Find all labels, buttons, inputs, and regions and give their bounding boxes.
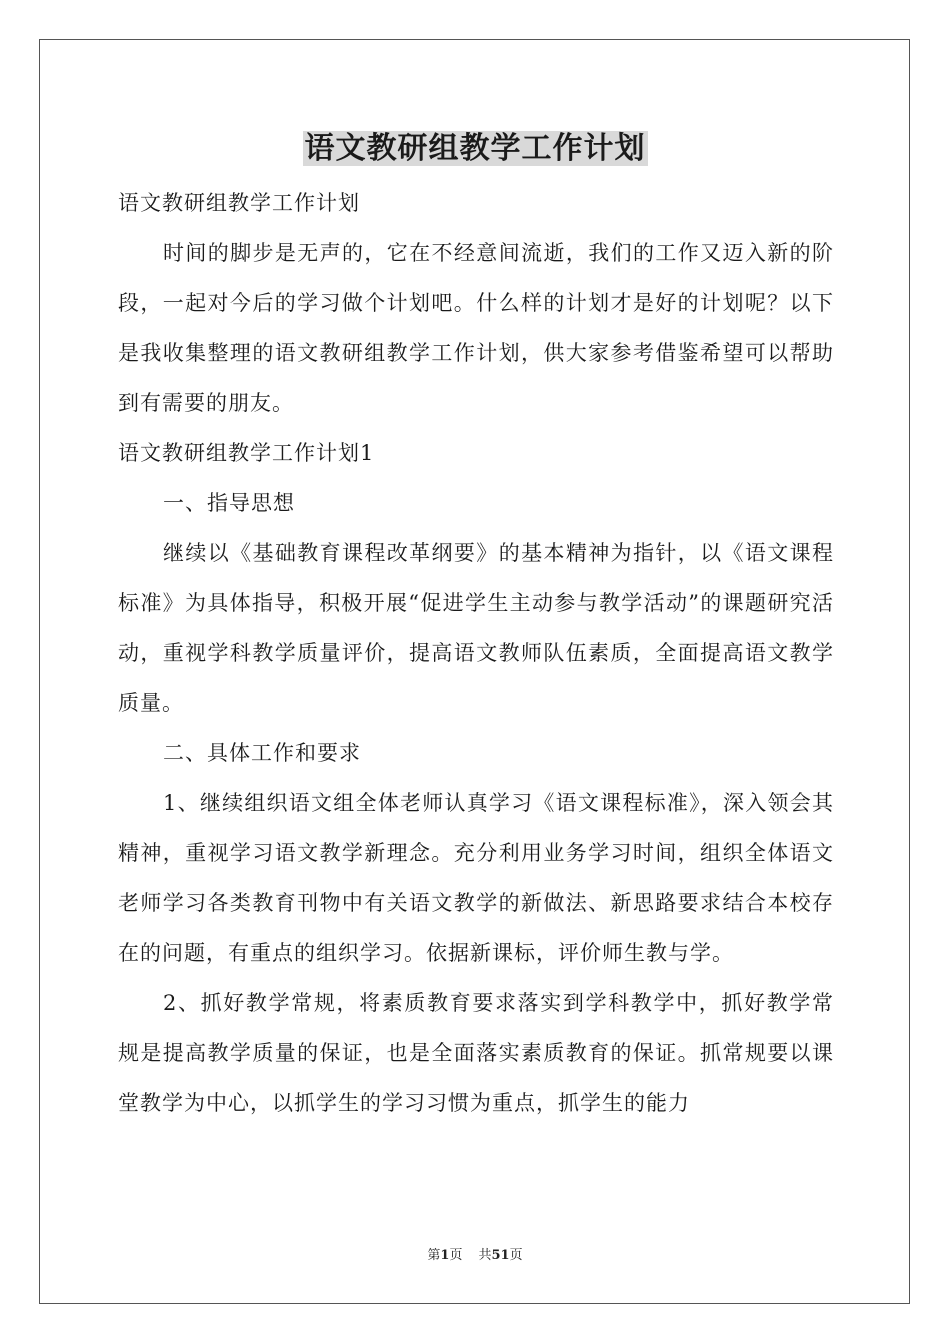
paragraph-heading-guiding-thought: 一、指导思想 — [163, 491, 295, 515]
page-footer — [0, 1246, 950, 1266]
page-number: 1 — [440, 1248, 450, 1263]
total-pages: 51 — [491, 1248, 510, 1263]
document-title — [0, 128, 950, 170]
paragraph-heading-requirements: 二、具体工作和要求 — [163, 741, 361, 765]
paragraph-guiding-thought: 继续以《基础教育课程改革纲要》的基本精神为指针，以《语文课程标准》为具体指导，积极开展“促进学生主动参与教学活动”的课题研究活动，重视学科教学质量评价，提高语文教师队伍素质，全面提高语文教学质量。 — [118, 541, 834, 715]
document-body — [118, 178, 834, 1128]
paragraph-subtitle: 语文教研组教学工作计划 — [118, 191, 360, 215]
page-prefix: 第 — [427, 1248, 441, 1263]
paragraph-requirement-2: 2、抓好教学常规，将素质教育要求落实到学科教学中，抓好教学常规是提高教学质量的保证，也是全面落实素质教育的保证。抓常规要以课堂教学为中心，以抓学生的学习习惯为重点，抓学生的能力 — [118, 991, 834, 1115]
paragraph-section-heading: 语文教研组教学工作计划1 — [118, 441, 375, 465]
total-suffix: 页 — [509, 1248, 523, 1263]
paragraph-requirement-1: 1、继续组织语文组全体老师认真学习《语文课程标准》，深入领会其精神，重视学习语文教学新理念。充分利用业务学习时间，组织全体语文老师学习各类教育刊物中有关语文教学的新做法、新思路要求结合本校存在的问题，有重点的组织学习。依据新课标，评价师生教与学。 — [118, 791, 834, 965]
paragraph-intro: 时间的脚步是无声的，它在不经意间流逝，我们的工作又迈入新的阶段，一起对今后的学习做个计划吧。什么样的计划才是好的计划呢？以下是我收集整理的语文教研组教学工作计划，供大家参考借鉴希望可以帮助到有需要的朋友。 — [118, 241, 834, 415]
total-prefix: 共 — [478, 1248, 492, 1263]
document-title-text: 语文教研组教学工作计划 — [304, 131, 646, 166]
page-suffix: 页 — [449, 1248, 463, 1263]
